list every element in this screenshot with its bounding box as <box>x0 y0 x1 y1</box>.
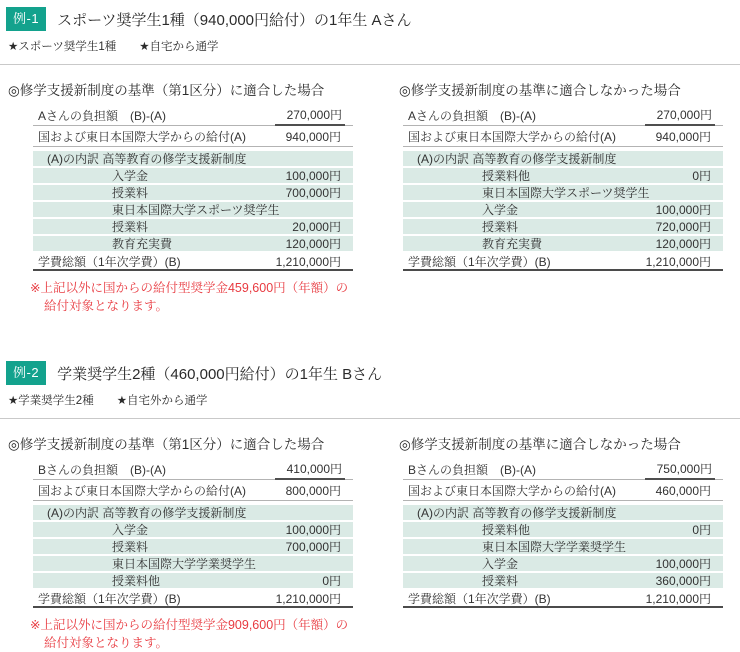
case-heading: ◎修学支援新制度の基準に適合しなかった場合 <box>399 79 740 99</box>
row-label: Bさんの負担額 (B)-(A) <box>408 461 536 478</box>
row-label: (A)の内訳 高等教育の修学支援新制度 <box>417 150 616 167</box>
row-label: 入学金 <box>112 167 148 184</box>
row-label: 国および東日本国際大学からの給付(A) <box>408 128 616 145</box>
note-line-1: ※上記以外に国からの給付型奨学金909,600円（年額）の <box>30 617 370 635</box>
row-amount: 100,000円 <box>286 167 341 184</box>
fee-table-total-row <box>403 254 723 271</box>
fee-table-row <box>403 105 723 126</box>
fee-table-row <box>33 480 353 501</box>
scholarship-note <box>30 617 370 652</box>
fee-table-row <box>403 151 723 166</box>
example-badge: 例-2 <box>6 361 46 385</box>
row-label: 学費総額（1年次学費）(B) <box>38 253 181 270</box>
row-label: 入学金 <box>112 521 148 538</box>
case-columns <box>0 65 740 315</box>
fee-table-row <box>403 168 723 183</box>
row-label: 授業料 <box>482 218 518 235</box>
not-qualified-case-column <box>370 65 740 315</box>
case-heading: ◎修学支援新制度の基準に適合しなかった場合 <box>399 433 740 453</box>
row-amount: 1,210,000円 <box>276 253 341 270</box>
row-label: 授業料他 <box>482 521 530 538</box>
qualified-case-column <box>0 65 370 315</box>
row-label: Bさんの負担額 (B)-(A) <box>38 461 166 478</box>
row-amount: 750,000円 <box>645 458 715 480</box>
qualified-case-column <box>0 419 370 652</box>
fee-table-row <box>33 151 353 166</box>
fee-table-row <box>403 556 723 571</box>
row-label: 授業料 <box>112 184 148 201</box>
row-label: 学費総額（1年次学費）(B) <box>408 253 551 270</box>
row-label: 授業料 <box>112 538 148 555</box>
fee-table-total-row <box>33 591 353 608</box>
row-amount: 720,000円 <box>656 218 711 235</box>
row-amount: 0円 <box>692 521 711 538</box>
row-amount: 410,000円 <box>275 458 345 480</box>
row-amount: 1,210,000円 <box>646 253 711 270</box>
scholarship-tags: ★学業奨学生2種 ★自宅外から通学 <box>8 392 740 408</box>
row-amount: 1,210,000円 <box>276 590 341 607</box>
fee-table <box>403 459 723 608</box>
row-amount: 940,000円 <box>656 128 711 145</box>
example-badge: 例-1 <box>6 7 46 31</box>
fee-table <box>33 459 353 608</box>
fee-table-row <box>403 522 723 537</box>
row-label: 国および東日本国際大学からの給付(A) <box>38 482 246 499</box>
example-2-section <box>0 315 740 652</box>
row-label: Aさんの負担額 (B)-(A) <box>38 107 166 124</box>
row-amount: 1,210,000円 <box>646 590 711 607</box>
row-amount: 700,000円 <box>286 184 341 201</box>
row-amount: 460,000円 <box>656 482 711 499</box>
fee-table-row <box>33 202 353 217</box>
example-header <box>6 7 740 31</box>
fee-table-row <box>33 522 353 537</box>
fee-table-row <box>33 505 353 520</box>
row-label: 東日本国際大学学業奨学生 <box>482 538 626 555</box>
row-amount: 100,000円 <box>656 201 711 218</box>
example-title: スポーツ奨学生1種（940,000円給付）の1年生 Aさん <box>57 9 411 30</box>
row-label: 学費総額（1年次学費）(B) <box>408 590 551 607</box>
row-label: 学費総額（1年次学費）(B) <box>38 590 181 607</box>
row-label: 教育充実費 <box>482 235 542 252</box>
row-amount: 100,000円 <box>286 521 341 538</box>
fee-table-row <box>403 219 723 234</box>
fee-table-row <box>33 219 353 234</box>
fee-table-row <box>33 236 353 251</box>
example-title: 学業奨学生2種（460,000円給付）の1年生 Bさん <box>57 363 382 384</box>
row-amount: 940,000円 <box>286 128 341 145</box>
fee-table-row <box>33 459 353 480</box>
scholarship-note <box>30 280 370 315</box>
row-label: 東日本国際大学スポーツ奨学生 <box>112 201 280 218</box>
fee-table-row <box>403 459 723 480</box>
fee-table-row <box>33 185 353 200</box>
case-heading: ◎修学支援新制度の基準（第1区分）に適合した場合 <box>8 79 370 99</box>
fee-table-row <box>403 573 723 588</box>
fee-table-row <box>33 556 353 571</box>
row-amount: 800,000円 <box>286 482 341 499</box>
fee-table <box>403 105 723 271</box>
fee-table-total-row <box>403 591 723 608</box>
row-label: 入学金 <box>482 201 518 218</box>
row-amount: 20,000円 <box>292 218 341 235</box>
fee-table-row <box>403 202 723 217</box>
note-line-1: ※上記以外に国からの給付型奨学金459,600円（年額）の <box>30 280 370 298</box>
row-label: 入学金 <box>482 555 518 572</box>
fee-table-row <box>33 573 353 588</box>
row-label: (A)の内訳 高等教育の修学支援新制度 <box>417 504 616 521</box>
fee-table-row <box>33 539 353 554</box>
row-label: 東日本国際大学スポーツ奨学生 <box>482 184 650 201</box>
row-label: 国および東日本国際大学からの給付(A) <box>408 482 616 499</box>
row-label: 国および東日本国際大学からの給付(A) <box>38 128 246 145</box>
row-label: 授業料 <box>112 218 148 235</box>
case-heading: ◎修学支援新制度の基準（第1区分）に適合した場合 <box>8 433 370 453</box>
row-label: 授業料他 <box>112 572 160 589</box>
fee-table-row <box>403 480 723 501</box>
row-label: 授業料 <box>482 572 518 589</box>
fee-table-row <box>33 105 353 126</box>
fee-table-row <box>403 505 723 520</box>
row-amount: 120,000円 <box>656 235 711 252</box>
example-1-section <box>0 0 740 315</box>
case-columns <box>0 419 740 652</box>
row-amount: 360,000円 <box>656 572 711 589</box>
row-label: (A)の内訳 高等教育の修学支援新制度 <box>47 150 246 167</box>
fee-table-row <box>403 236 723 251</box>
row-label: (A)の内訳 高等教育の修学支援新制度 <box>47 504 246 521</box>
fee-table-row <box>403 185 723 200</box>
fee-table <box>33 105 353 271</box>
row-amount: 0円 <box>692 167 711 184</box>
fee-table-row <box>403 126 723 147</box>
row-amount: 0円 <box>322 572 341 589</box>
fee-table-total-row <box>33 254 353 271</box>
row-label: 授業料他 <box>482 167 530 184</box>
note-line-2: 給付対象となります。 <box>30 298 370 316</box>
row-amount: 700,000円 <box>286 538 341 555</box>
example-header <box>6 361 740 385</box>
scholarship-tags: ★スポーツ奨学生1種 ★自宅から通学 <box>8 38 740 54</box>
row-amount: 100,000円 <box>656 555 711 572</box>
row-label: Aさんの負担額 (B)-(A) <box>408 107 536 124</box>
note-line-2: 給付対象となります。 <box>30 635 370 652</box>
row-amount: 270,000円 <box>275 104 345 126</box>
row-amount: 270,000円 <box>645 104 715 126</box>
fee-table-row <box>33 168 353 183</box>
row-amount: 120,000円 <box>286 235 341 252</box>
row-label: 東日本国際大学学業奨学生 <box>112 555 256 572</box>
not-qualified-case-column <box>370 419 740 652</box>
fee-table-row <box>33 126 353 147</box>
row-label: 教育充実費 <box>112 235 172 252</box>
fee-table-row <box>403 539 723 554</box>
